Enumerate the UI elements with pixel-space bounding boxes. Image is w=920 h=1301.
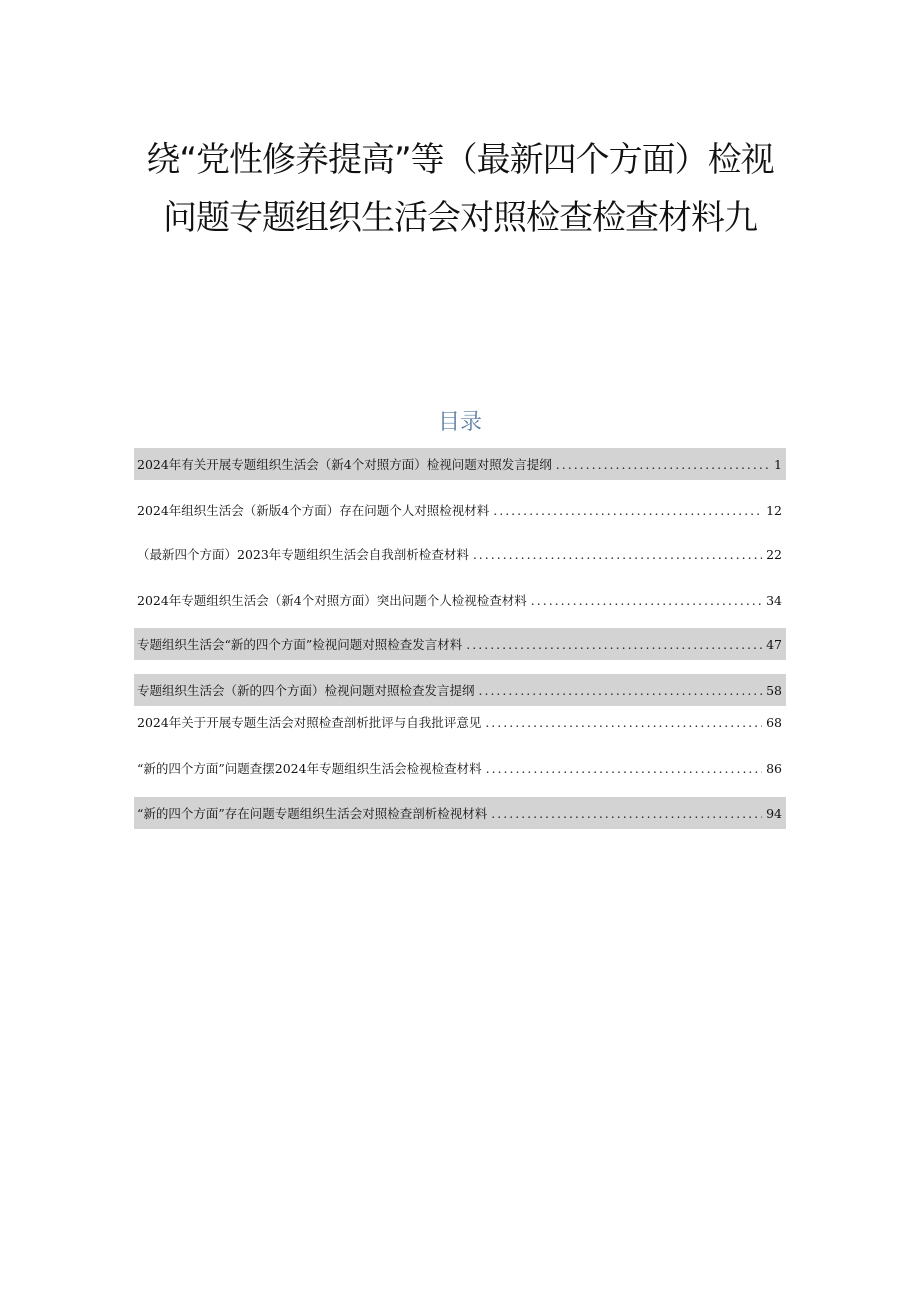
toc-leader-dots — [556, 457, 770, 472]
toc-entry-page: 94 — [766, 805, 782, 821]
toc-entry[interactable] — [134, 674, 786, 706]
toc-entry-page: 22 — [766, 546, 782, 562]
toc-entry[interactable] — [134, 628, 786, 660]
toc-entry-page: 1 — [774, 456, 782, 472]
title-line-1: 绕“党性修养提高”等（最新四个方面）检视 — [146, 140, 774, 180]
toc-entry[interactable] — [134, 752, 786, 784]
title-line-2: 问题专题组织生活会对照检查检查材料九 — [163, 198, 757, 238]
toc-entry[interactable] — [134, 448, 786, 480]
toc-entry[interactable] — [134, 494, 786, 526]
toc-leader-dots — [493, 503, 762, 518]
toc-entry-page: 86 — [766, 760, 782, 776]
toc-entry-label: 2024年组织生活会（新版4个方面）存在问题个人对照检视材料 — [137, 503, 490, 518]
toc-leader-dots — [531, 593, 762, 608]
toc-entry-label: 2024年关于开展专题生活会对照检查剖析批评与自我批评意见 — [137, 715, 482, 730]
toc-leader-dots — [485, 715, 762, 730]
toc-entry[interactable] — [134, 797, 786, 829]
toc-entry-label: （最新四个方面）2023年专题组织生活会自我剖析检查材料 — [137, 547, 469, 562]
toc-leader-dots — [479, 683, 763, 698]
toc-leader-dots — [466, 637, 762, 652]
toc-entry-label: 2024年专题组织生活会（新4个对照方面）突出问题个人检视检查材料 — [137, 593, 527, 608]
toc-leader-dots — [473, 547, 762, 562]
toc-entry-page: 68 — [766, 714, 782, 730]
toc-entry-label: “新的四个方面”存在问题专题组织生活会对照检查剖析检视材料 — [137, 806, 488, 821]
toc-entry-page: 58 — [766, 682, 782, 698]
toc-leader-dots — [486, 761, 763, 776]
toc-leader-dots — [491, 806, 762, 821]
toc-entry-page: 34 — [766, 592, 782, 608]
toc-entry-label: “新的四个方面”问题查摆2024年专题组织生活会检视检查材料 — [137, 761, 482, 776]
toc-entry-label: 2024年有关开展专题组织生活会（新4个对照方面）检视问题对照发言提纲 — [137, 457, 552, 472]
toc-entry[interactable] — [134, 706, 786, 738]
toc-entry-page: 12 — [766, 502, 782, 518]
toc-entry-label: 专题组织生活会“新的四个方面”检视问题对照检查发言材料 — [137, 637, 463, 652]
toc-entry[interactable] — [134, 584, 786, 616]
toc-entry[interactable] — [134, 538, 786, 570]
toc-heading: 目录 — [437, 410, 482, 435]
toc-entry-page: 47 — [766, 636, 782, 652]
toc-entry-label: 专题组织生活会（新的四个方面）检视问题对照检查发言提纲 — [137, 683, 475, 698]
